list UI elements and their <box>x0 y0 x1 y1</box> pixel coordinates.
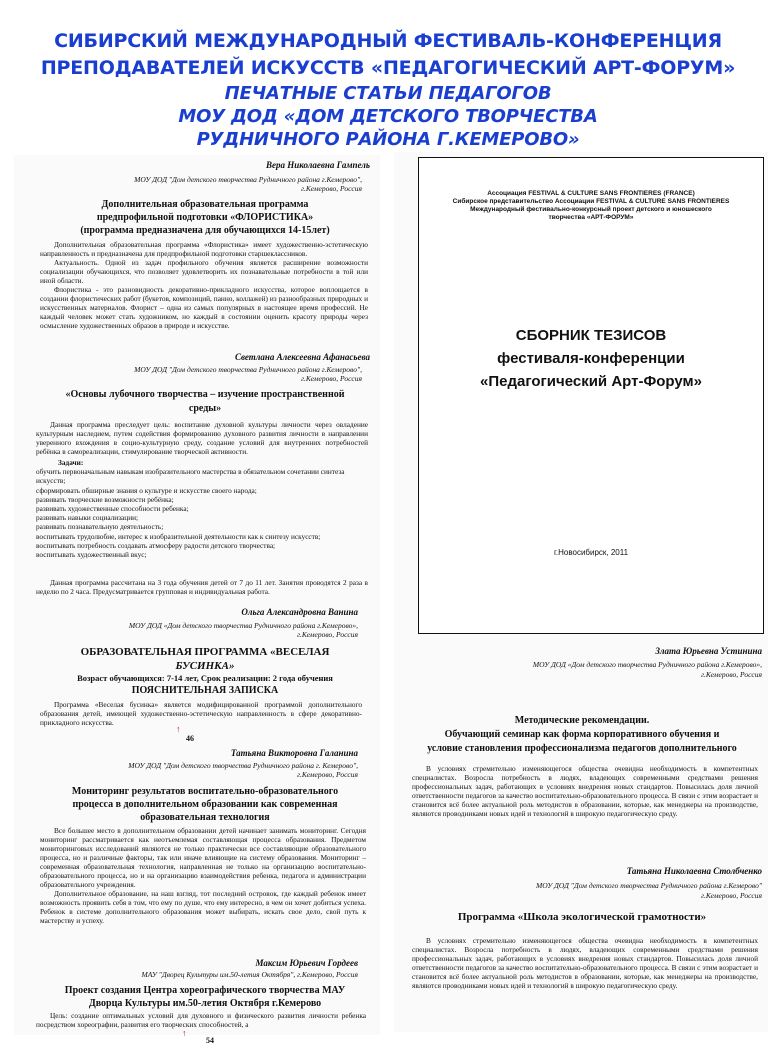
paragraph: В условиях стремительно изменяющегося общества очевидна необходимость в компетентных специалистах. Возросла потребность в людях, владеющих современными средствами решения профессиональных задач, работающих в условиях внедрения новых стандартов. Повысилась доля личной ответственности педагогов за качество воспитательно-образовательного процесса. В связи с этим возрастает и становится всё более актуальной роль методистов в образовании, которые, как менеджеры на производстве, являются проводниками новых идей и технологий в широкую педагогическую среду. <box>412 936 758 990</box>
paragraph: Данная программа преследует цель: воспитание духовной культуры личности через овладение культурным наследием, путем содействия формированию духовного развития личности в направлении уверенного вхождения в социо-культурную среду, создание условий для внутренних потребностей ребёнка в самореализации, стимулирование творческой активности. <box>36 420 368 456</box>
cover-title: СБОРНИК ТЕЗИСОВ <box>515 327 667 344</box>
article-title: Дополнительная образовательная программа <box>101 199 309 210</box>
cover-org-line: Ассоциация FESTIVAL & CULTURE SANS FRONTIERES (FRANCE) <box>487 190 695 197</box>
cover-subtitle: «Педагогический Арт-Форум» <box>480 373 702 390</box>
list-item: воспитывать художественный вкус; <box>36 550 147 560</box>
article-title: Дворца Культуры им.50-летия Октября г.Кемерово <box>88 998 322 1009</box>
list-item: обучить первоначальным навыкам изобразительного мастерства в обязательном сочетании синтеза искусств; <box>36 467 345 486</box>
article-title: процесса в дополнительном образовании как современная <box>72 799 338 810</box>
paragraph: Флористика - это разновидность декоративно-прикладного искусства, которое воплощается в создании флористических работ (букетов, композиций, панно, коллажей) из разнообразных природных и искусственных материалов. Флорист – одна из самых популярных в настоящее время профессий. Не каждый человек может стать художником, но каждый в состоянии оценить красоту природы через осмысление художественных образов в природе и искусстве. <box>40 285 368 330</box>
article-title: предпрофильной подготовки «ФЛОРИСТИКА» <box>96 212 314 223</box>
paragraph: Дополнительное образование, на наш взгляд, тот последний островок, где каждый ребенок имеет возможность проявить себя в том, что ему по душе, что ему интересно, в чем он хочет добиться успеха. Ребенок в системе дополнительного образования может выбирать, искать свое дело, свой путь к мастерству и успеху. <box>40 889 366 925</box>
paragraph: Программа «Веселая бусинка» является модифицированной программой дополнительного образования детей, имеющей художественно-эстетическую направленность в сфере декоративно-прикладного искусства. <box>40 700 362 727</box>
author-name: Вера Николаевна Гампель <box>265 160 370 170</box>
author-affiliation: МОУ ДОД "Дом детского творчества Рудничного района г.Кемерово", <box>134 175 362 184</box>
paragraph: Дополнительная образовательная программа «Флористика» имеет художественно-эстетическую направленность и предназначена для предпрофильной подготовки старшеклассников. <box>40 240 368 258</box>
section-heading: ПОЯСНИТЕЛЬНАЯ ЗАПИСКА <box>131 685 279 696</box>
article-body <box>40 240 368 330</box>
author-name: Светлана Алексеевна Афанасьева <box>235 352 370 362</box>
marker-icon: ↑ <box>176 724 181 734</box>
author-name: Татьяна Николаевна Столбченко <box>626 866 762 876</box>
author-name: Татьяна Викторовна Галанина <box>230 748 358 758</box>
article-title: Мониторинг результатов воспитательно-образовательного <box>71 786 339 797</box>
author-affiliation: МОУ ДОД «Дом детского творчества Рудничного района г.Кемерово», <box>128 621 358 630</box>
article-title: Проект создания Центра хореографического творчества МАУ <box>64 985 346 996</box>
author-affiliation: МОУ ДОД "Дом детского творчества Рудничного района г.Кемерово" <box>536 881 762 890</box>
article-title: Методические рекомендации. <box>514 715 650 726</box>
page-number: 54 <box>206 1036 214 1045</box>
cover-subtitle: фестиваля-конференции <box>497 350 685 367</box>
article-title: ОБРАЗОВАТЕЛЬНАЯ ПРОГРАММА «ВЕСЕЛАЯ <box>80 646 330 658</box>
list-item: развивать художественные способности ребенка; <box>36 504 189 514</box>
list-item: сформировать обширные знания о культуре и искусстве своего народа; <box>36 485 257 495</box>
article-title: образовательная технология <box>140 812 270 823</box>
paragraph: Цель: создание оптимальных условий для духовного и физического развития личности ребенка посредством хореографии, развития его творческих способностей, а <box>36 1011 366 1029</box>
article-title: Программа «Школа экологической грамотности» <box>457 911 707 923</box>
article-body <box>412 936 758 990</box>
list-item: развивать познавательную деятельность; <box>36 522 164 532</box>
author-affiliation: МОУ ДОД "Дом детского творчества Рудничного района г.Кемерово", <box>134 365 362 374</box>
author-name: Ольга Александровна Ванина <box>241 607 358 617</box>
author-affiliation: МОУ ДОД "Дом детского творчества Рудничного района г. Кемерово", <box>128 761 358 770</box>
article-body <box>36 420 368 456</box>
task-list <box>36 458 368 559</box>
author-name: Злата Юрьевна Устинина <box>655 646 762 656</box>
paragraph: Все большее место в дополнительном образовании детей начинает занимать мониторинг. Сегодня мониторинг рассматривается как неотъемлемая составляющая процесса образования. Предметом мониторинговых исследований являются не только практически все составляющие образовательного процесса, но и различные факторы, так или иначе влияющие на систему образования. Мониторинг – современная образовательная технология, направленная не только на организацию воспитательно-образовательного процесса, но и на организацию взаимодействия ребенка, педагога и администрации образовательного учреждения. <box>40 826 366 889</box>
article-title: БУСИНКА» <box>175 660 235 672</box>
header-line-3: ПЕЧАТНЫЕ СТАТЬИ ПЕДАГОГОВ <box>224 83 552 104</box>
page-number: 46 <box>186 734 194 743</box>
header-line-1: СИБИРСКИЙ МЕЖДУНАРОДНЫЙ ФЕСТИВАЛЬ-КОНФЕРЕНЦИЯ <box>54 30 722 52</box>
author-affiliation-city: г.Кемерово, Россия <box>301 374 362 383</box>
header-line-2: ПРЕПОДАВАТЕЛЕЙ ИСКУССТВ «ПЕДАГОГИЧЕСКИЙ АРТ-ФОРУМ» <box>40 57 736 79</box>
list-item: развивать творческие возможности ребёнка; <box>36 494 174 504</box>
author-affiliation-city: г.Кемерово, Россия <box>701 670 762 679</box>
cover-page <box>418 157 764 634</box>
paragraph: Данная программа рассчитана на 3 года обучения детей от 7 до 11 лет. Занятия проводятся 2 раза в неделю по 2 часа. Предусматривается групповая и индивидуальная работа. <box>36 578 368 596</box>
header-line-5: РУДНИЧНОГО РАЙОНА Г.КЕМЕРОВО» <box>196 129 580 150</box>
list-item: развивать навыки социализации; <box>36 513 139 523</box>
article-title: условие становления профессионализма педагогов дополнительного <box>427 743 737 754</box>
article-body <box>40 700 362 727</box>
article-title: среды» <box>188 403 222 414</box>
article-body <box>36 1011 366 1029</box>
cover-org-line: Сибирское представительство Ассоциации FESTIVAL & CULTURE SANS FRONTIERES <box>452 198 730 205</box>
author-affiliation: МАУ "Дворец Культуры им.50-летия Октября", г.Кемерово, Россия <box>141 970 358 979</box>
age-info: Возраст обучающихся: 7-14 лет, Срок реализации: 2 года обучения <box>77 673 333 683</box>
cover-org-line: творчества «АРТ-ФОРУМ» <box>548 214 634 221</box>
list-item: воспитывать потребность создавать атмосферу радости детского творчества; <box>36 540 276 550</box>
article-body <box>36 578 368 596</box>
article-title: (программа предназначена для обучающихся 14-15лет) <box>80 225 330 236</box>
author-affiliation-city: г.Кемерово, Россия <box>301 184 362 193</box>
paragraph: В условиях стремительно изменяющегося общества очевидна необходимость в компетентных специалистах. Возросла потребность в людях, владеющих современными средствами решения профессиональных задач, работающих в условиях внедрения новых стандартов. Повысилась доля личной ответственности педагогов за качество воспитательно-образовательного процесса. В связи с этим возрастает и становится всё более актуальной роль методистов в образовании, которые, как менеджеры на производстве, являются проводниками новых идей и технологий в широкую педагогическую среду. <box>412 764 758 818</box>
marker-icon: ↑ <box>182 1028 187 1038</box>
article-body <box>40 826 366 925</box>
tasks-label: Задачи: <box>58 458 84 467</box>
author-affiliation-city: г.Кемерово, Россия <box>297 630 358 639</box>
paragraph: Актуальность. Одной из задач профильного обучения является расширение возможности социализации обучающихся, что позволяет удовлетворить их познавательные потребности в той или иной области. <box>40 258 368 285</box>
cover-city-year: г.Новосибирск, 2011 <box>553 548 629 557</box>
header-line-4: МОУ ДОД «ДОМ ДЕТСКОГО ТВОРЧЕСТВА <box>178 106 598 127</box>
list-item: воспитывать трудолюбие, интерес к изобразительной деятельности как к синтезу искусств; <box>36 531 321 541</box>
article-title: «Основы лубочного творчества – изучение пространственной <box>65 389 345 400</box>
cover-org-line: Международный фестивально-конкурсный проект детского и юношеского <box>470 206 712 213</box>
author-affiliation-city: г.Кемерово, Россия <box>701 891 762 900</box>
author-name: Максим Юрьевич Гордеев <box>255 958 358 968</box>
author-affiliation-city: г.Кемерово, Россия <box>297 770 358 779</box>
article-title: Обучающий семинар как форма корпоративного обучения и <box>444 729 720 740</box>
author-affiliation: МОУ ДОД «Дом детского творчества Рудничного района г.Кемерово», <box>532 660 762 669</box>
article-body <box>412 764 758 818</box>
